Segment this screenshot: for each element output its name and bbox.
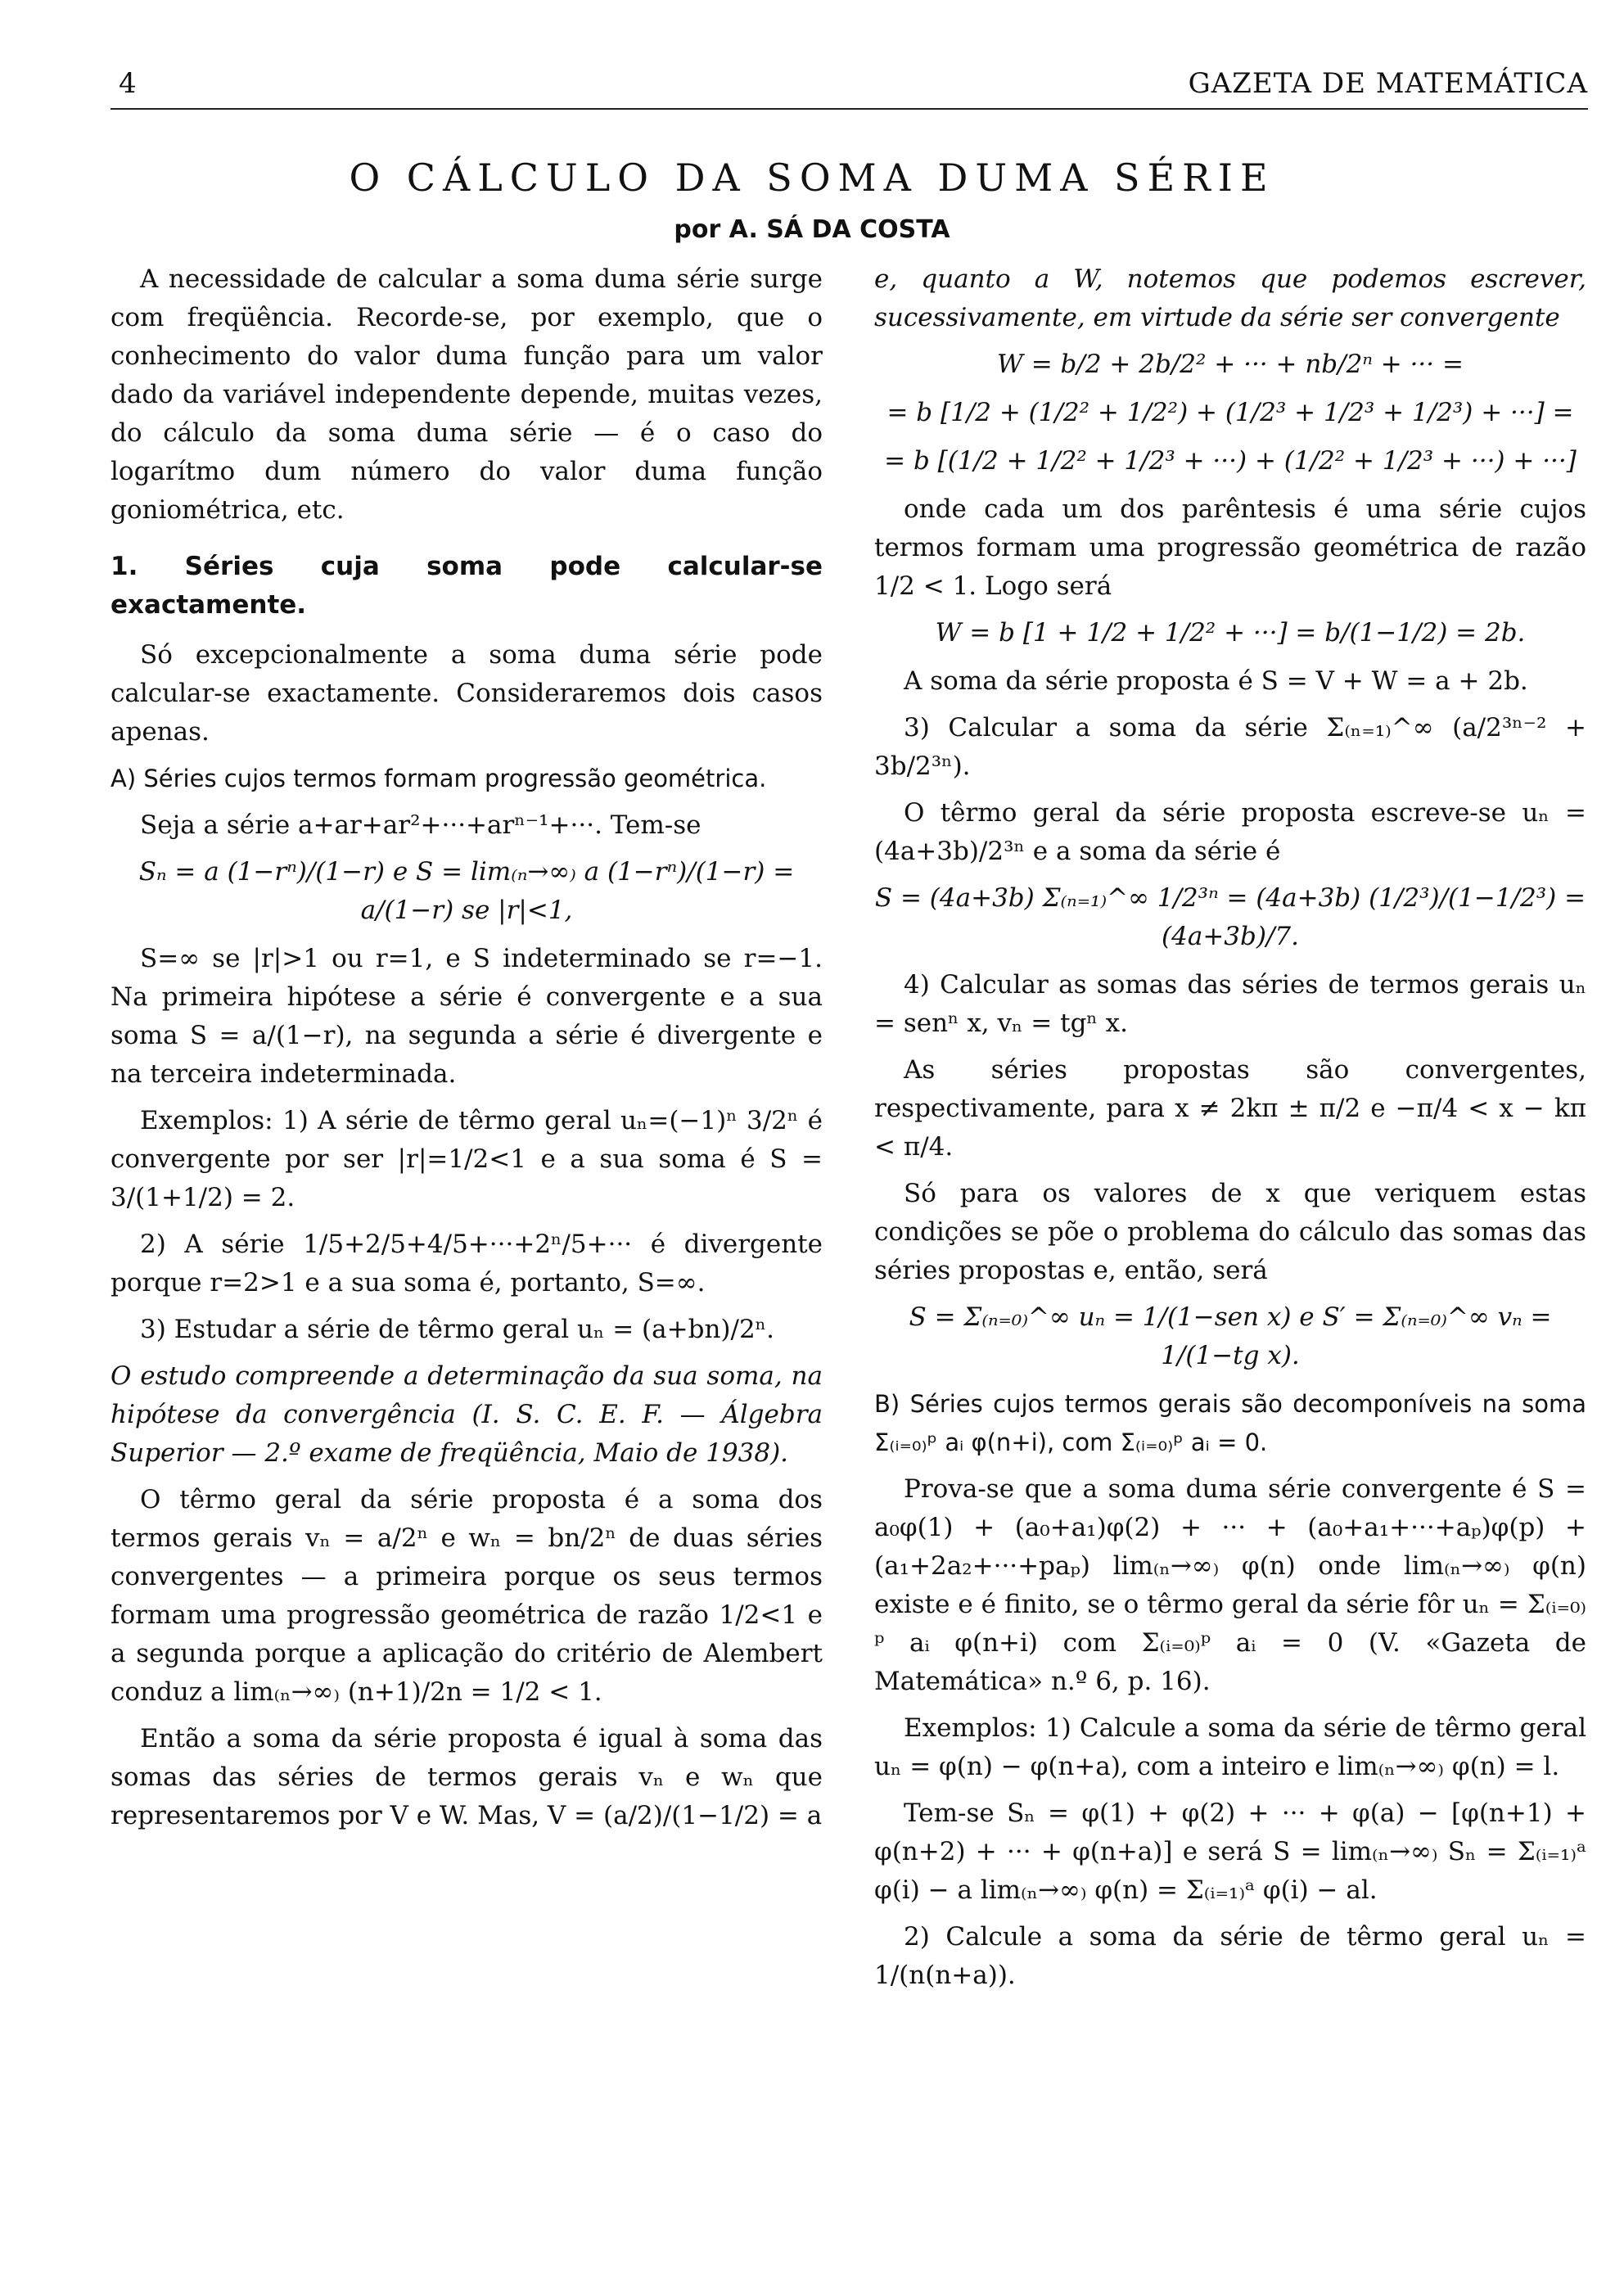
paragraph: Seja a série a+ar+ar²+···+arⁿ⁻¹+···. Tem-se bbox=[140, 810, 701, 840]
formula: = b [1/2 + (1/2² + 1/2²) + (1/2³ + 1/2³ + 1/2³) + ···] = bbox=[886, 398, 1574, 427]
paragraph: 3) Calcular a soma da série Σ₍ₙ₌₁₎^∞ (a/2³ⁿ⁻² + 3b/2³ⁿ). bbox=[874, 713, 1586, 781]
paragraph: Só para os valores de x que veriquem estas condições se põe o problema do cálculo das somas das séries propostas e, então, será bbox=[874, 1179, 1586, 1285]
paragraph: Prova-se que a soma duma série convergente é S = a₀φ(1) + (a₀+a₁)φ(2) + ··· + (a₀+a₁+···+aₚ)φ(p) + (a₁+2a₂+···+paₚ) lim₍ₙ→∞₎ φ(n) onde lim₍ₙ→∞₎ φ(n) existe e é finito, se o têrmo geral da série fôr uₙ = Σ₍ᵢ₌₀₎ᵖ aᵢ φ(n+i) com Σ₍ᵢ₌₀₎ᵖ aᵢ = 0 (V. «Gazeta de Matemática» n.º 6, p. 16). bbox=[874, 1474, 1586, 1696]
section-heading: B) Séries cujos termos gerais são decomponíveis na soma Σ₍ᵢ₌₀₎ᵖ aᵢ φ(n+i), com Σ₍ᵢ₌₀₎ᵖ aᵢ = 0. bbox=[874, 1390, 1586, 1456]
paragraph: As séries propostas são convergentes, respectivamente, para x ≠ 2kπ ± π/2 e −π/4 < x − kπ < π/4. bbox=[874, 1055, 1586, 1162]
paragraph: 2) Calcule a soma da série de têrmo geral uₙ = 1/(n(n+a)). bbox=[874, 1922, 1586, 1990]
paragraph: A necessidade de calcular a soma duma série surge com freqüência. Recorde-se, por exemplo, que o conhecimento do valor duma função para um valor dado da variável independente depende, muitas vezes, do cálculo da soma duma série — é o caso do logarítmo dum número do valor duma função goniométrica, etc. bbox=[111, 264, 823, 525]
page-header bbox=[111, 67, 1588, 110]
formula: W = b [1 + 1/2 + 1/2² + ···] = b/(1−1/2) = 2b. bbox=[935, 618, 1526, 648]
formula: S = (4a+3b) Σ₍ₙ₌₁₎^∞ 1/2³ⁿ = (4a+3b) (1/2³)/(1−1/2³) = (4a+3b)/7. bbox=[874, 883, 1586, 951]
paragraph: O têrmo geral da série proposta escreve-se uₙ = (4a+3b)/2³ⁿ e a soma da série é bbox=[874, 798, 1586, 866]
paragraph: O têrmo geral da série proposta é a soma dos termos gerais vₙ = a/2ⁿ e wₙ = bn/2ⁿ de duas séries convergentes — a primeira porque os seus termos formam uma progressão geométrica de razão 1/2<1 e a segunda porque a aplicação do critério de Alembert conduz a lim₍ₙ→∞₎ (n+1)/2n = 1/2 < 1. bbox=[111, 1485, 823, 1707]
paragraph: 2) A série 1/5+2/5+4/5+···+2ⁿ/5+··· é divergente porque r=2>1 e a sua soma é, portanto, S=∞. bbox=[111, 1230, 823, 1297]
formula: Sₙ = a (1−rⁿ)/(1−r) e S = lim₍ₙ→∞₎ a (1−rⁿ)/(1−r) = a/(1−r) se |r|<1, bbox=[138, 857, 795, 925]
paragraph: O estudo compreende a determinação da sua soma, na hipótese da convergência (I. S. C. E. F. — Álgebra Superior — 2.º exame de freqüência, Maio de 1938). bbox=[111, 1361, 823, 1468]
paragraph: Exemplos: 1) Calcule a soma da série de têrmo geral uₙ = φ(n) − φ(n+a), com a inteiro e lim₍ₙ→∞₎ φ(n) = l. bbox=[874, 1713, 1586, 1781]
formula: = b [(1/2 + 1/2² + 1/2³ + ···) + (1/2² + 1/2³ + ···) + ···] bbox=[884, 446, 1577, 476]
left-column bbox=[111, 260, 823, 1844]
paragraph: S=∞ se |r|>1 ou r=1, e S indeterminado se r=−1. Na primeira hipótese a série é convergente e a sua soma S = a/(1−r), na segunda a série é divergente e na terceira indeterminada. bbox=[111, 944, 823, 1089]
article-title: O CÁLCULO DA SOMA DUMA SÉRIE bbox=[349, 156, 1275, 200]
paragraph: Então a soma da série proposta é igual à soma das somas das séries de termos gerais vₙ e wₙ que representaremos por V e W. Mas, V = (a/2)/(1−1/2) = a bbox=[111, 1724, 823, 1830]
paragraph: 3) Estudar a série de têrmo geral uₙ = (a+bn)/2ⁿ. bbox=[140, 1315, 774, 1344]
page-number: 4 bbox=[119, 67, 137, 100]
paragraph: 4) Calcular as somas das séries de termos gerais uₙ = senⁿ x, vₙ = tgⁿ x. bbox=[874, 970, 1586, 1038]
formula: S = Σ₍ₙ₌₀₎^∞ uₙ = 1/(1−sen x) e S′ = Σ₍ₙ₌₀₎^∞ vₙ = 1/(1−tg x). bbox=[909, 1302, 1552, 1370]
section-heading: A) Séries cujos termos formam progressão geométrica. bbox=[111, 765, 767, 792]
section-heading: 1. Séries cuja soma pode calcular-se exactamente. bbox=[111, 552, 823, 620]
paragraph: Só excepcionalmente a soma duma série pode calcular-se exactamente. Consideraremos dois casos apenas. bbox=[111, 640, 823, 747]
right-column bbox=[874, 260, 1586, 2003]
paragraph: onde cada um dos parêntesis é uma série cujos termos formam uma progressão geométrica de razão 1/2 < 1. Logo será bbox=[874, 494, 1586, 601]
paragraph: A soma da série proposta é S = V + W = a + 2b. bbox=[904, 666, 1528, 696]
journal-name: GAZETA DE MATEMÁTICA bbox=[1188, 67, 1588, 100]
paragraph: e, quanto a W, notemos que podemos escrever, sucessivamente, em virtude da série ser convergente bbox=[874, 264, 1586, 332]
article-author: por A. SÁ DA COSTA bbox=[674, 215, 950, 244]
formula: W = b/2 + 2b/2² + ··· + nb/2ⁿ + ··· = bbox=[997, 350, 1464, 379]
paragraph: Exemplos: 1) A série de têrmo geral uₙ=(−1)ⁿ 3/2ⁿ é convergente por ser |r|=1/2<1 e a sua soma é S = 3/(1+1/2) = 2. bbox=[111, 1106, 823, 1212]
paragraph: Tem-se Sₙ = φ(1) + φ(2) + ··· + φ(a) − [φ(n+1) + φ(n+2) + ··· + φ(n+a)] e será S = lim₍ₙ→∞₎ Sₙ = Σ₍ᵢ₌₁₎ᵃ φ(i) − a lim₍ₙ→∞₎ φ(n) = Σ₍ᵢ₌₁₎ᵃ φ(i) − al. bbox=[874, 1798, 1586, 1905]
